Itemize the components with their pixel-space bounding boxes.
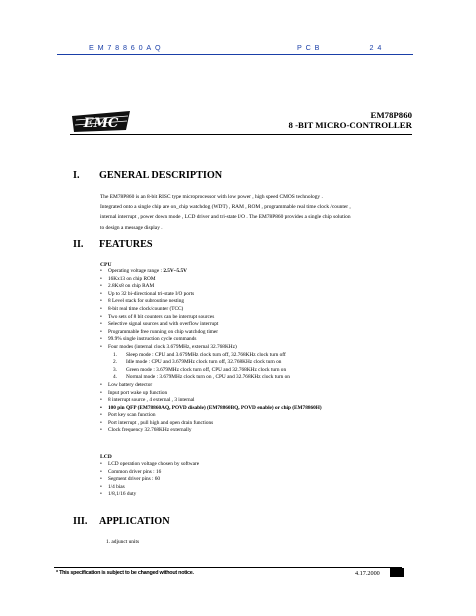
list-item: • Programmable free running on chip watchdog timer	[100, 329, 420, 337]
section-number: II.	[73, 239, 84, 250]
list-item: • LCD operation voltage chosen by software	[100, 461, 420, 469]
list-item: • Input port wake up function	[100, 390, 420, 398]
mode-item	[100, 367, 420, 375]
list-item: • 8 interrupt source , 4 external , 3 internal	[100, 397, 420, 405]
general-description	[100, 192, 420, 233]
section-number: III.	[73, 516, 88, 527]
list-item: • 2.8Kx8 on chip RAM	[100, 283, 420, 291]
list-item: • Port interrupt , pull high and open drain functions	[100, 420, 420, 428]
list-item: • Up to 32 bi-directional tri-state I/O ports	[100, 291, 420, 299]
package-item: • 100 pin QFP (EM78860AQ, POVD disable) (EM78860BQ, POVD enable) or chip (EM78860H)	[100, 405, 420, 413]
description-line: to design a message display .	[100, 224, 163, 231]
product-name: EM78P860	[370, 110, 412, 120]
footer-date: 4.17.2000	[355, 570, 380, 577]
lcd-heading: LCD	[100, 454, 112, 460]
header-rule	[57, 54, 413, 55]
description-line: The EM78P860 is an 8-bit RISC type microprocessor with low power , high speed CMOS technology .	[100, 194, 323, 200]
emc-logo-graphic	[70, 108, 132, 134]
header-part-number: EM78860AQ	[89, 43, 165, 52]
header-pcb-page: PCB 24	[297, 43, 386, 52]
list-item: • Port key scan function	[100, 412, 420, 420]
list-item: • Clock frequency 32.768KHz externally	[100, 427, 420, 435]
footer-disclaimer: * This specification is subject to be changed without notice.	[56, 570, 194, 576]
lcd-feature-list	[100, 461, 420, 499]
mode-item	[100, 374, 420, 382]
mode-text: Green mode : 3.679MHz clock turn off, CPU and 32.768KHz clock turn on	[126, 366, 287, 373]
list-item: • Selective signal sources and with overflow interrupt	[100, 321, 420, 329]
list-item: • Segment driver pins : 60	[100, 476, 420, 484]
mode-text: Idle mode : CPU and 3.679MHz clock turn off, 32.768KHz clock turn on	[126, 359, 282, 366]
application-item: 1. adjunct units	[106, 539, 140, 545]
section-number: I.	[73, 170, 80, 181]
list-item: • Low battery detector	[100, 382, 420, 390]
cpu-feature-list	[100, 268, 420, 435]
mode-text: Sleep mode : CPU and 3.679MHz clock turn off, 32.768KHz clock turn off	[126, 351, 286, 358]
section-title: GENERAL DESCRIPTION	[99, 170, 223, 181]
mode-text: Normal mode : 3.679MHz clock turn on , CPU and 32.768KHz clock turn on	[126, 374, 290, 381]
section-title: FEATURES	[99, 239, 153, 250]
voltage-label: Operating voltage range :	[108, 268, 164, 274]
logo-text: EMC	[83, 116, 119, 131]
list-item: • 8 Level stack for subroutine nesting	[100, 298, 420, 306]
list-item: • Common driver pins : 16	[100, 469, 420, 477]
list-item: • 1/4 bias	[100, 484, 420, 492]
list-item: • 8-bit real time clock/counter (TCC)	[100, 306, 420, 314]
footer-rule	[54, 567, 402, 568]
emc-logo	[70, 108, 132, 134]
mode-number: 2.	[113, 359, 117, 366]
mode-number: 1.	[113, 351, 117, 358]
mode-number: 3.	[113, 366, 117, 373]
footer-black-block	[390, 568, 404, 577]
description-line: Integrated onto a single chip are on_chip watchdog (WDT) , RAM , ROM , programmable real time clock /counter ,	[100, 204, 351, 211]
list-item: • 1/8,1/16 duty	[100, 491, 420, 499]
list-item: • 99.9% single instruction cycle commands	[100, 336, 420, 344]
description-line: internal interrupt , power down mode , LCD driver and tri-state I/O . The EM78P860 provides a single chip solution	[100, 214, 351, 221]
mode-number: 4.	[113, 374, 117, 381]
list-item	[100, 268, 420, 276]
title-rule	[70, 134, 412, 135]
document-title	[289, 110, 413, 130]
voltage-value: 2.5V~5.5V	[163, 268, 187, 274]
cpu-heading: CPU	[100, 262, 112, 268]
product-subtitle: 8 -BIT MICRO-CONTROLLER	[288, 120, 412, 130]
running-header	[57, 43, 413, 57]
list-item: • 16Kx13 on chip ROM	[100, 276, 420, 284]
list-item: • Two sets of 8 bit counters can be interrupt sources	[100, 314, 420, 322]
section-title: APPLICATION	[99, 516, 170, 527]
list-item: • Four modes (internal clock 3.679MHz, external 32.768KHz)	[100, 344, 420, 352]
mode-item	[100, 359, 420, 367]
mode-item	[100, 352, 420, 360]
